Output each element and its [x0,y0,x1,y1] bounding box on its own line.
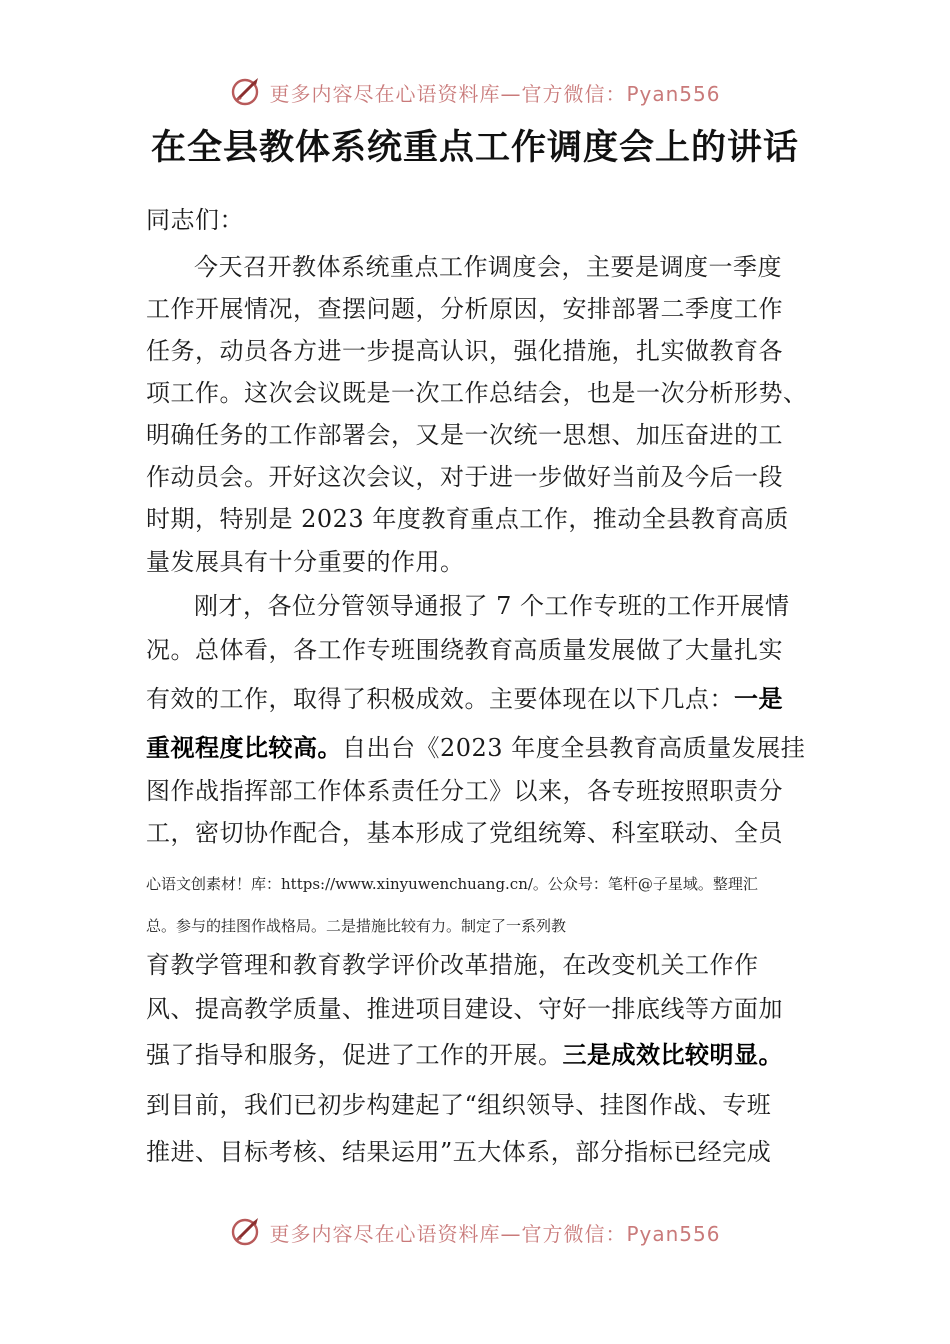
paragraph-line: 作动员会。开好这次会议，对于进一步做好当前及今后一段 [146,463,783,491]
watermark-text: 更多内容尽在心语资料库—官方微信：Pyan556 [269,1221,721,1246]
paragraph-line-mixed [146,684,783,714]
inserted-note-line: 心语文创素材！库：https://www.xinyuwenchuang.cn/。公众号：笔杆@子星域。整理汇 [146,875,758,893]
paragraph-line: 时期，特别是 2023 年度教育重点工作，推动全县教育高质 [146,505,789,533]
line-text: 强了指导和服务，促进了工作的开展。 [146,1041,563,1069]
paragraph-line: 育教学管理和教育教学评价改革措施，在改变机关工作作 [146,951,759,979]
paragraph-line: 况。总体看，各工作专班围绕教育高质量发展做了大量扎实 [146,636,783,664]
paragraph-line-mixed [146,733,805,763]
paragraph-line: 今天召开教体系统重点工作调度会，主要是调度一季度 [194,253,782,281]
paragraph-line: 工作开展情况，查摆问题，分析原因，安排部署二季度工作 [146,295,783,323]
paragraph-line: 到目前，我们已初步构建起了“组织领导、挂图作战、专班 [146,1091,772,1119]
inserted-note-line: 总。参与的挂图作战格局。二是措施比较有力。制定了一系列教 [146,917,567,935]
point-three-heading: 三是成效比较明显。 [562,1041,783,1069]
paragraph-line: 刚才，各位分管领导通报了 7 个工作专班的工作开展情 [194,592,790,620]
line-text: 自出台《2023 年度全县教育高质量发展挂 [342,734,806,762]
calligraphy-brush-logo [229,75,263,109]
paragraph-line: 图作战指挥部工作体系责任分工》以来，各专班按照职责分 [146,777,783,805]
paragraph-line: 项工作。这次会议既是一次工作总结会，也是一次分析形势、 [146,379,808,407]
watermark-text: 更多内容尽在心语资料库—官方微信：Pyan556 [269,81,721,106]
page-title: 在全县教体系统重点工作调度会上的讲话 [150,127,799,168]
paragraph-line: 风、提高教学质量、推进项目建设、守好一排底线等方面加 [146,995,783,1023]
top-watermark [0,70,950,114]
paragraph-line: 推进、目标考核、结果运用”五大体系，部分指标已经完成 [146,1138,772,1166]
paragraph-line-mixed [146,1040,783,1070]
line-text: 有效的工作，取得了积极成效。主要体现在以下几点： [146,685,734,713]
paragraph-line: 明确任务的工作部署会，又是一次统一思想、加压奋进的工 [146,421,783,449]
paragraph-line: 量发展具有十分重要的作用。 [146,548,465,576]
point-one-label: 一是 [734,685,783,713]
point-one-heading: 重视程度比较高。 [146,734,342,762]
bottom-watermark [0,1210,950,1254]
salutation: 同志们： [146,206,244,234]
paragraph-line: 工，密切协作配合，基本形成了党组统筹、科室联动、全员 [146,819,783,847]
calligraphy-brush-logo [229,1215,263,1249]
paragraph-line: 任务，动员各方进一步提高认识，强化措施，扎实做教育各 [146,337,783,365]
